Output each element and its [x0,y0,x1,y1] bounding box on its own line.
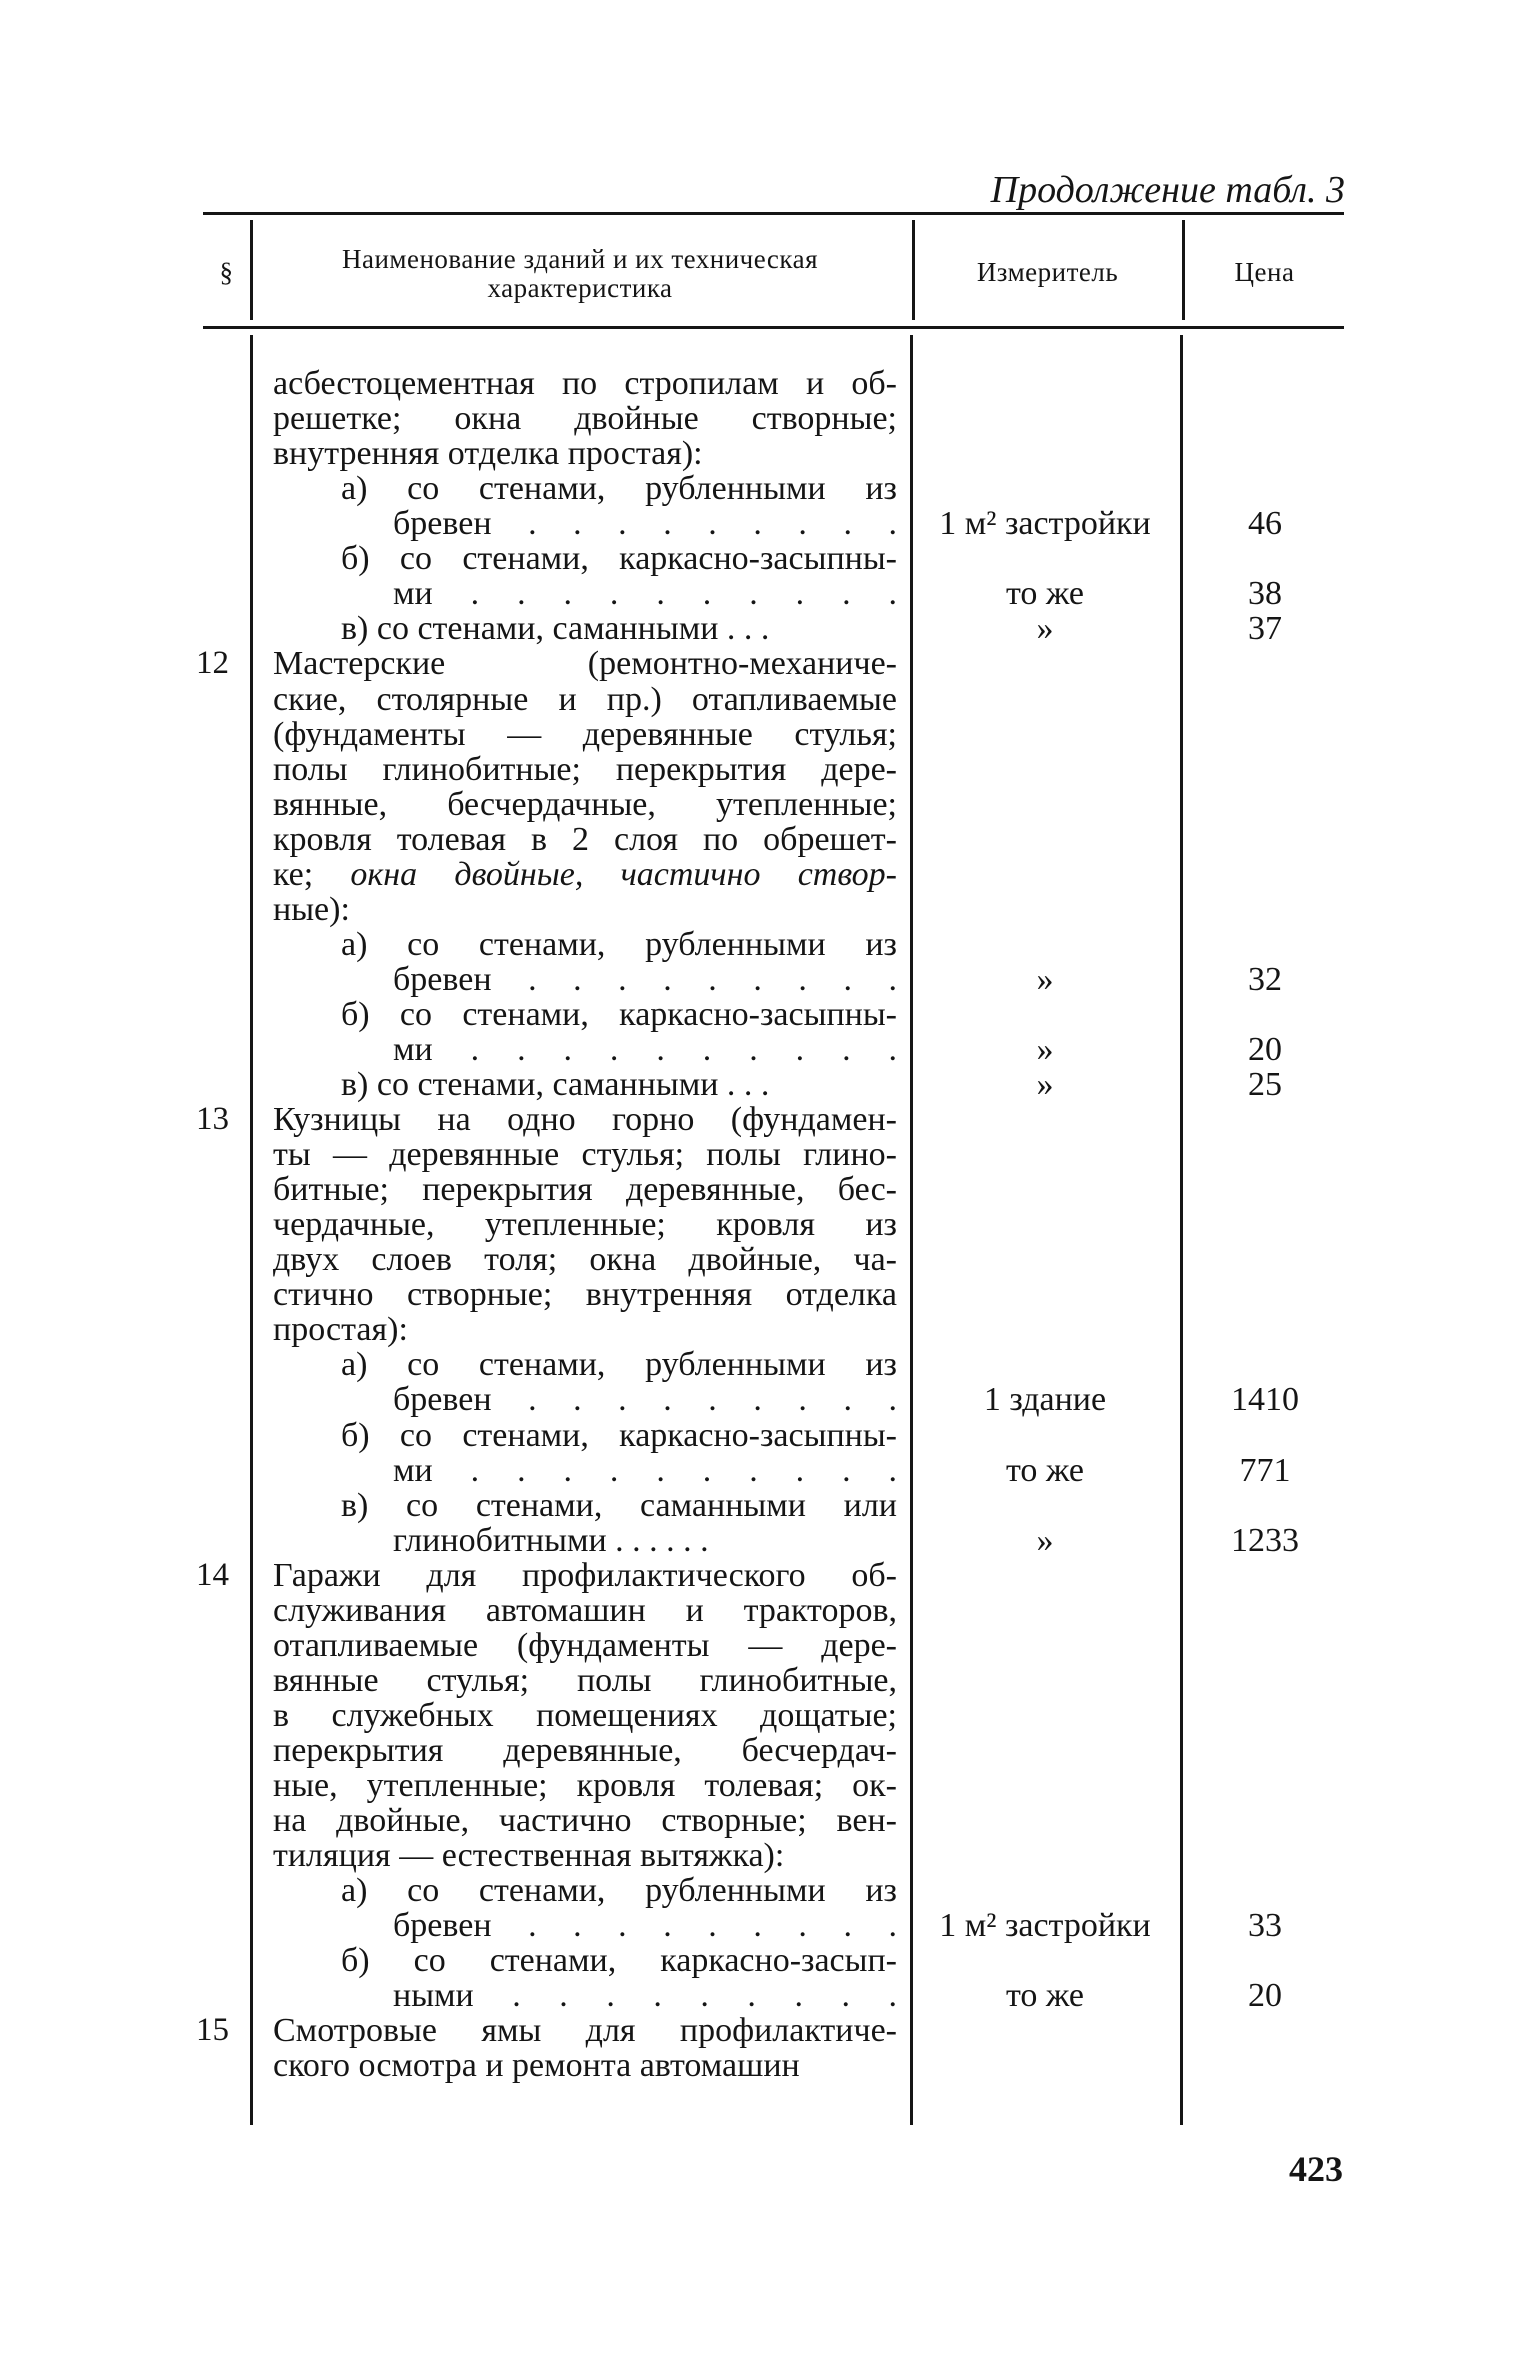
row-description: ты — деревянные стулья; полы глино- [273,1136,897,1174]
body-divider-3 [1180,335,1183,2125]
row-description: перекрытия деревянные, бесчердач- [273,1731,897,1769]
row-price: 1233 [1231,1521,1299,1559]
row-description: простая): [273,1311,408,1349]
row-description: бревен . . . . . . . . . [393,505,897,543]
row-description: в) со стенами, саманными . . . [341,1066,770,1103]
row-section-number: 14 [196,1556,229,1593]
row-unit: то же [1005,1977,1085,2015]
row-description: б) со стенами, каркасно-засып- [341,1942,897,1980]
row-description: кровля толевая в 2 слоя по обрешет- [273,820,897,858]
row-description: ными . . . . . . . . . [393,1977,897,2015]
row-price: 25 [1248,1066,1282,1103]
row-description: вянные, бесчердачные, утепленные; [273,785,897,823]
row-price: 32 [1248,960,1282,998]
row-description: решетке; окна двойные створные; [273,400,897,438]
row-unit: » [1036,1030,1054,1068]
row-description: а) со стенами, рубленными из [341,1346,897,1384]
row-unit: 1 м² застройки [939,1907,1151,1945]
row-unit: 1 м² застройки [939,505,1151,543]
row-description: а) со стенами, рубленными из [341,470,897,508]
row-description: (фундаменты — деревянные стулья; [273,715,897,753]
header-unit: Измеритель [976,257,1119,287]
row-description: стично створные; внутренняя отделка [273,1276,897,1314]
row-description: ке; окна двойные, частично створ- [273,855,897,893]
row-description: служивания автомашин и тракторов, [273,1591,897,1629]
row-description: полы глинобитные; перекрытия дере- [273,750,897,788]
row-unit: » [1036,960,1054,998]
row-description: б) со стенами, каркасно-засыпны- [341,995,897,1033]
row-unit: » [1036,1521,1054,1559]
row-price: 46 [1248,505,1282,543]
header-divider-1 [250,220,253,320]
row-price: 33 [1248,1907,1282,1945]
header-bottom-rule [203,326,1344,329]
row-section-number: 15 [196,2012,229,2049]
row-description: а) со стенами, рубленными из [341,1872,897,1910]
row-description: ми . . . . . . . . . . [393,1030,897,1068]
row-unit: то же [1005,575,1085,613]
row-description: ные, утепленные; кровля толевая; ок- [273,1767,897,1804]
row-unit: 1 здание [983,1381,1107,1419]
row-description: глинобитными . . . . . . [393,1521,709,1559]
row-description: Кузницы на одно горно (фундамен- [273,1101,897,1138]
row-price: 20 [1248,1030,1282,1068]
row-description: битные; перекрытия деревянные, бес- [273,1171,897,1209]
table-top-rule [203,212,1344,215]
row-description: ские, столярные и пр.) отапливаемые [273,680,897,718]
row-description: на двойные, частично створные; вен- [273,1802,897,1839]
row-description: б) со стенами, каркасно-засыпны- [341,1416,897,1454]
row-description: двух слоев толя; окна двойные, ча- [273,1241,897,1279]
row-section-number: 12 [196,645,229,682]
row-price: 37 [1248,610,1282,648]
row-section-number: 13 [196,1101,229,1137]
table-caption: Продолжение табл. 3 [990,169,1345,211]
header-section: § [219,257,234,287]
row-description: Мастерские (ремонтно-механиче- [273,645,897,683]
row-description: Гаражи для профилактического об- [273,1556,897,1594]
row-description: Смотровые ямы для профилактиче- [273,2012,897,2050]
row-description: в) со стенами, саманными или [341,1486,897,1524]
row-price: 771 [1239,1451,1291,1489]
row-unit: то же [1005,1451,1085,1489]
row-description: в) со стенами, саманными . . . [341,610,770,648]
body-divider-2 [910,335,913,2125]
row-description: чердачные, утепленные; кровля из [273,1206,897,1244]
header-price: Цена [1234,257,1295,287]
row-price: 38 [1248,575,1282,613]
row-price: 1410 [1231,1381,1299,1419]
row-unit: » [1036,1066,1054,1103]
row-description: ского осмотра и ремонта автомашин [273,2047,800,2085]
row-description: вянные стулья; полы глинобитные, [273,1661,897,1699]
row-description: ми . . . . . . . . . . [393,575,897,613]
row-price: 20 [1248,1977,1282,2015]
page-number: 423 [1289,2149,1343,2189]
body-divider-1 [250,335,253,2125]
row-description: внутренняя отделка простая): [273,435,703,473]
row-description: тиляция — естественная вытяжка): [273,1837,785,1875]
row-description: в служебных помещениях дощатые; [273,1696,897,1734]
row-description: бревен . . . . . . . . . [393,1381,897,1419]
row-description: бревен . . . . . . . . . [393,960,897,998]
header-name: Наименование зданий и их техническая характеристика [341,244,818,303]
row-description: ми . . . . . . . . . . [393,1451,897,1489]
row-description: б) со стенами, каркасно-засыпны- [341,540,897,578]
row-description: отапливаемые (фундаменты — дере- [273,1626,897,1664]
row-description: бревен . . . . . . . . . [393,1907,897,1945]
row-description: ные): [273,890,350,928]
row-unit: » [1036,610,1054,648]
row-description: а) со стенами, рубленными из [341,925,897,963]
row-description: асбестоцементная по стропилам и об- [273,365,897,402]
